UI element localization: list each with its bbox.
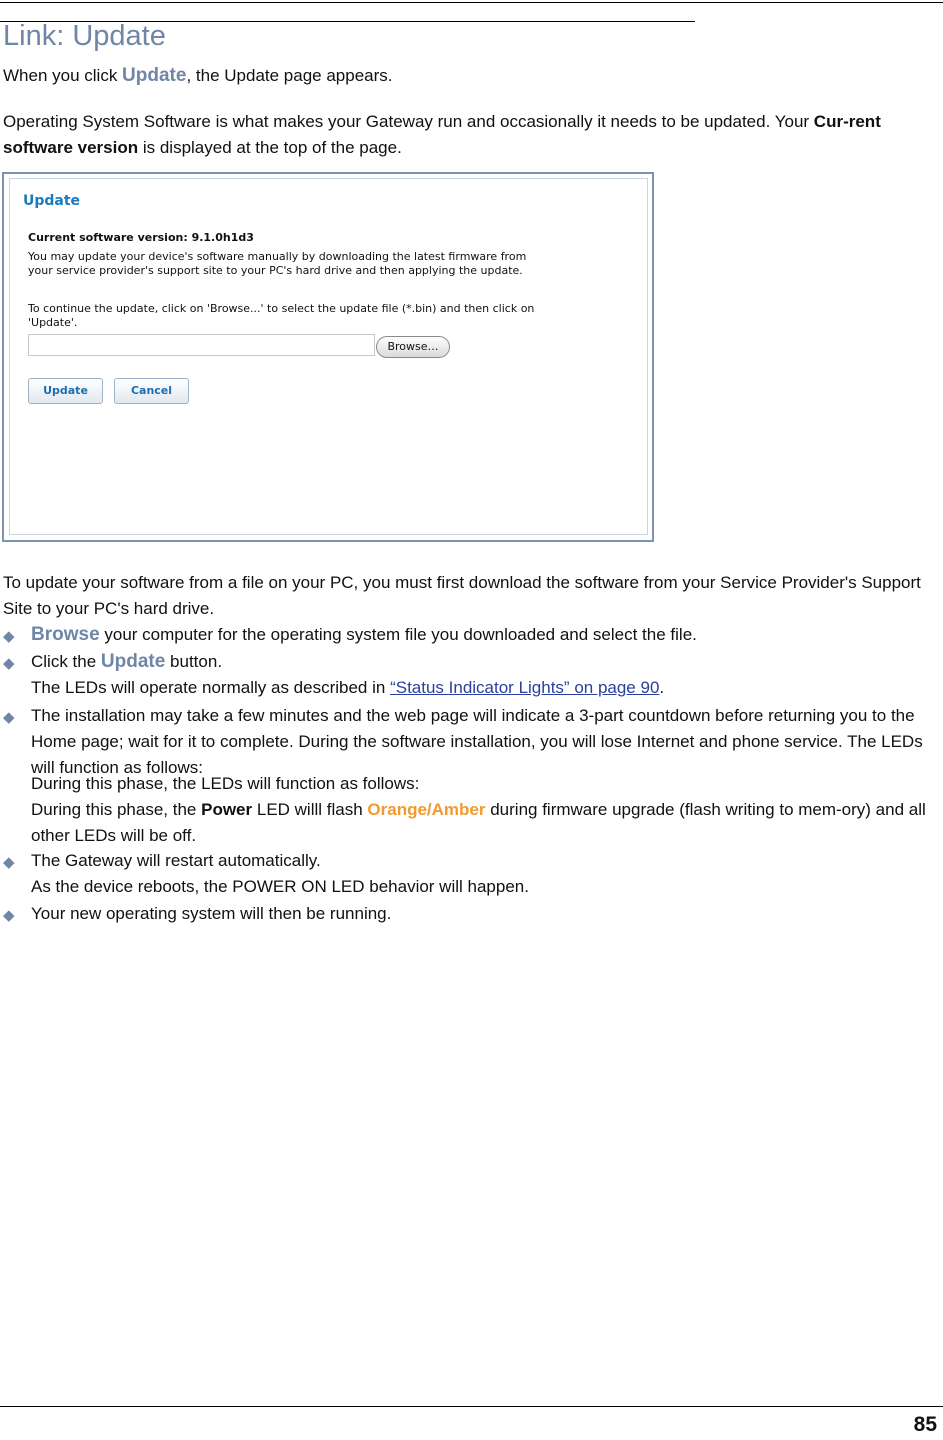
update-page-screenshot [2,172,654,542]
screenshot-panel [9,178,648,535]
power-term: Power [201,800,253,819]
orange-amber-term: Orange/Amber [367,800,486,819]
footer-rule [0,1406,943,1407]
bullet-click-update-note: The LEDs will operate normally as described in “Status Indicator Lights” on page 90. [31,678,665,697]
current-version-label: Current software version: 9.1.0h1d3 [28,231,254,244]
page-title: Link: Update [3,20,166,52]
bullet-restart: The Gateway will restart automatically. [31,851,321,870]
page-number: 85 [913,1413,937,1436]
instructions-line-1: You may update your device's software manually by downloading the latest firmware from [28,250,527,263]
cancel-button[interactable]: Cancel [114,378,189,404]
bullet-installation-sub-2: During this phase, the Power LED willl flash Orange/Amber during firmware upgrade (flash writing to mem-ory) and all other LEDs will be off. [31,800,926,845]
status-lights-link[interactable]: “Status Indicator Lights” on page 90 [390,678,660,697]
browse-button[interactable]: Browse… [376,336,450,358]
file-path-input[interactable] [28,334,375,356]
intro-paragraph-2: Operating System Software is what makes your Gateway run and occasionally it needs to be updated. Your Cur-rent software version is displayed at the top of the page. [3,112,881,157]
instructions-line-3: To continue the update, click on 'Browse...' to select the update file (*.bin) and then click on [28,302,535,315]
browse-term: Browse [31,624,100,645]
bullet-click-update: Click the Update button. [31,651,223,672]
update-term: Update [122,65,187,86]
bullet-diamond-icon: ◆ [3,655,15,672]
bullet-browse: Browse your computer for the operating system file you downloaded and select the file. [31,624,697,645]
current-version-term: Cur-rent software version [3,112,881,157]
bullet-diamond-icon: ◆ [3,709,15,726]
bullet-diamond-icon: ◆ [3,854,15,871]
bullet-installation: The installation may take a few minutes and the web page will indicate a 3-part countdown before returning you to the Home page; wait for it to complete. During the software installation, you will lose Internet and phone service. The LEDs will function as follows: [31,706,923,777]
update-term: Update [100,651,166,672]
instructions-line-4: 'Update'. [28,316,78,329]
screenshot-heading: Update [23,193,81,209]
bullet-installation-sub-1: During this phase, the LEDs will function as follows: [31,774,420,793]
bullet-diamond-icon: ◆ [3,628,15,645]
bullet-restart-note: As the device reboots, the POWER ON LED behavior will happen. [31,877,529,896]
bullet-running: Your new operating system will then be running. [31,904,392,923]
update-button[interactable]: Update [28,378,103,404]
instructions-line-2: your service provider's support site to your PC's hard drive and then applying the update. [28,264,523,277]
intro-paragraph-1: When you click Update, the Update page appears. [3,65,393,86]
top-rule [0,2,943,3]
bullet-diamond-icon: ◆ [3,907,15,924]
body-paragraph: To update your software from a file on your PC, you must first download the software from your Service Provider's Support Site to your PC's hard drive. [3,573,921,618]
